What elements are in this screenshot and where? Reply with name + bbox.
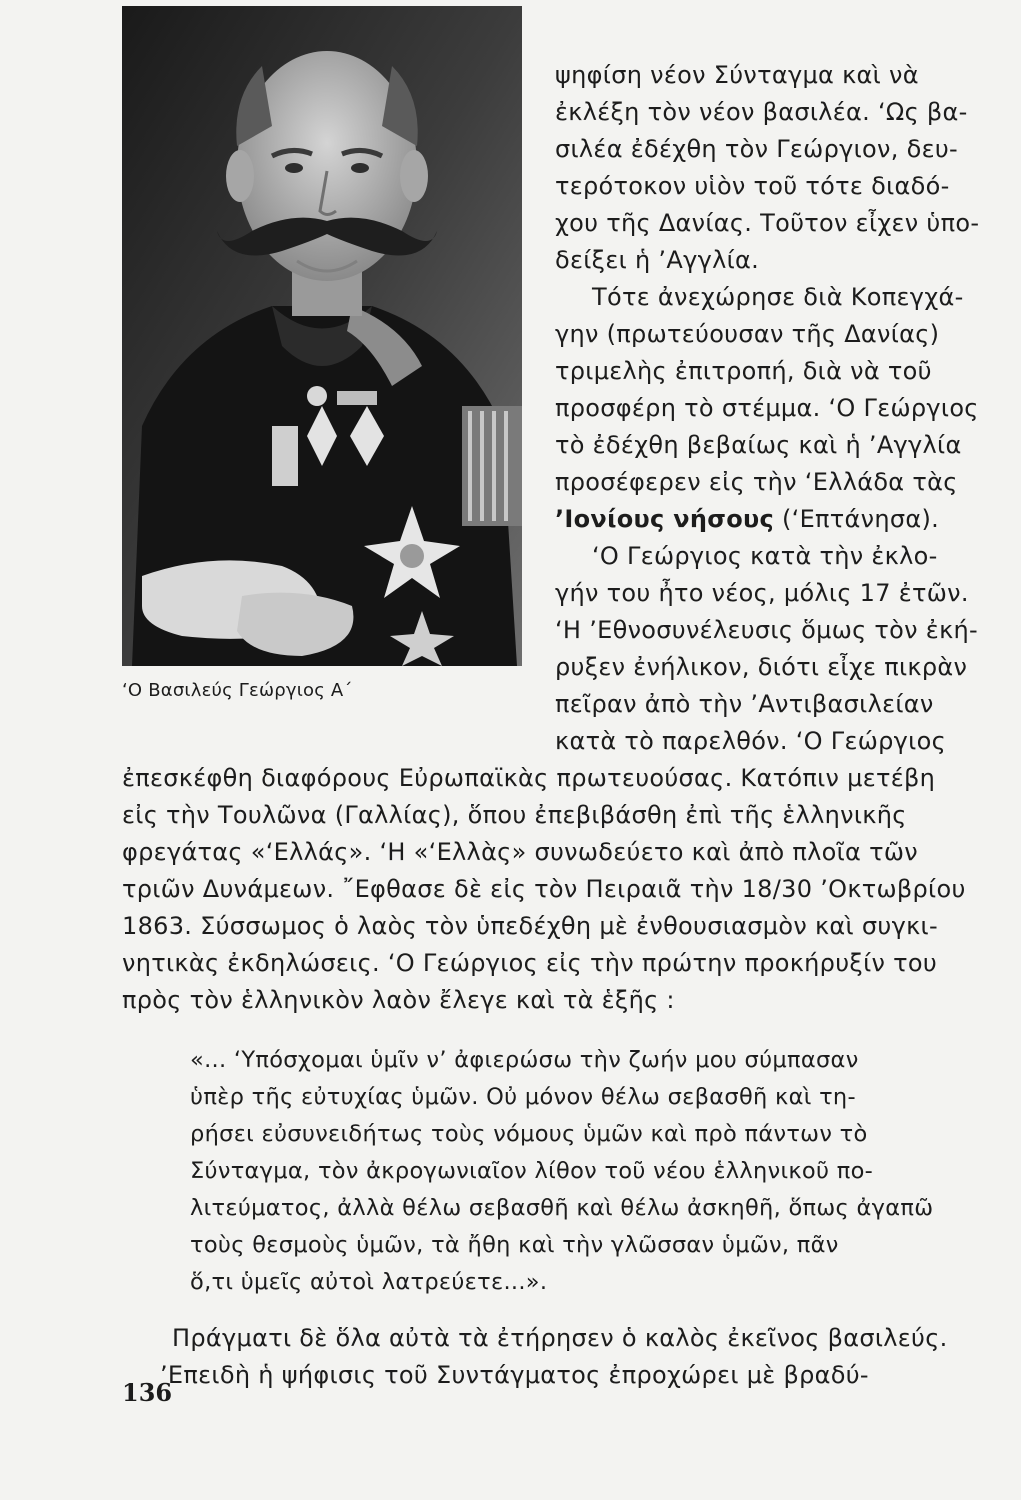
quote-line: λιτεύματος, ἀλλὰ θέλω σεβασθῆ καὶ θέλω ἀσκηθῆ, ὅπως ἀγαπῶ bbox=[190, 1195, 934, 1221]
text-fragment: (‘Επτάνησα). bbox=[774, 505, 940, 533]
text-line: ἐκλέξη τὸν νέον βασιλέα. ‘Ως βα- bbox=[555, 98, 968, 126]
text-line: δείξει ἡ ’Αγγλία. bbox=[555, 246, 760, 274]
text-line: τριμελὴς ἐπιτροπή, διὰ νὰ τοῦ bbox=[555, 357, 932, 385]
text-line: πεῖραν ἀπὸ τὴν ’Αντιβασιλείαν bbox=[555, 690, 934, 718]
text-line: γήν του ἦτο νέος, μόλις 17 ἐτῶν. bbox=[555, 579, 969, 607]
quote-line: ρήσει εὐσυνειδήτως τοὺς νόμους ὑμῶν καὶ πρὸ πάντων τὸ bbox=[190, 1121, 868, 1147]
quote-line: ὑπὲρ τῆς εὐτυχίας ὑμῶν. Οὐ μόνον θέλω σεβασθῆ καὶ τη- bbox=[190, 1084, 856, 1110]
text-line: ψηφίση νέον Σύνταγμα καὶ νὰ bbox=[555, 61, 919, 89]
text-line: νητικὰς ἐκδηλώσεις. ‘Ο Γεώργιος εἰς τὴν πρώτην προκήρυξίν του bbox=[122, 949, 938, 977]
quote-line: Σύνταγμα, τὸν ἀκρογωνιαῖον λίθον τοῦ νέου ἑλληνικοῦ πο- bbox=[190, 1158, 874, 1184]
text-line: ’Επειδὴ ἡ ψήφισις τοῦ Συντάγματος ἐπροχώρει μὲ βραδύ- bbox=[160, 1361, 869, 1389]
portrait-illustration bbox=[122, 6, 522, 666]
text-line: τερότοκον υἱὸν τοῦ τότε διαδό- bbox=[555, 172, 950, 200]
text-line: γην (πρωτεύουσαν τῆς Δανίας) bbox=[555, 320, 940, 348]
text-line: Τότε ἀνεχώρησε διὰ Κοπεγχά- bbox=[592, 283, 964, 311]
text-line: Πράγματι δὲ ὅλα αὐτὰ τὰ ἐτήρησεν ὁ καλὸς ἐκεῖνος βασιλεύς. bbox=[172, 1324, 948, 1352]
quote-line: τοὺς θεσμοὺς ὑμῶν, τὰ ἤθη καὶ τὴν γλῶσσαν ὑμῶν, πᾶν bbox=[190, 1232, 839, 1258]
text-line: ‘Η ’Εθνοσυνέλευσις ὅμως τὸν ἐκή- bbox=[555, 616, 978, 644]
text-line bbox=[555, 504, 939, 534]
text-line: χου τῆς Δανίας. Τοῦτον εἶχεν ὑπο- bbox=[555, 209, 980, 237]
text-line: ρυξεν ἐνήλικον, διότι εἶχε πικρὰν bbox=[555, 653, 968, 681]
photo-caption: ‘Ο Βασιλεύς Γεώργιος Α΄ bbox=[122, 680, 353, 701]
text-line: τριῶν Δυνάμεων. ῎Εφθασε δὲ εἰς τὸν Πειραιᾶ τὴν 18/30 ’Οκτωβρίου bbox=[122, 875, 966, 903]
text-line: εἰς τὴν Τουλῶνα (Γαλλίας), ὅπου ἐπεβιβάσθη ἐπὶ τῆς ἑλληνικῆς bbox=[122, 801, 907, 829]
portrait-photo bbox=[122, 6, 522, 666]
bold-term: ’Ιονίους νήσους bbox=[555, 505, 775, 533]
text-line: πρὸς τὸν ἑλληνικὸν λαὸν ἔλεγε καὶ τὰ ἑξῆς : bbox=[122, 986, 675, 1014]
text-line: κατὰ τὸ παρελθόν. ‘Ο Γεώργιος bbox=[555, 727, 946, 755]
text-line: σιλέα ἐδέχθη τὸν Γεώργιον, δευ- bbox=[555, 135, 958, 163]
text-line: προσέφερεν εἰς τὴν ‘Ελλάδα τὰς bbox=[555, 468, 958, 496]
quote-line: ὅ,τι ὑμεῖς αὐτοὶ λατρεύετε...». bbox=[190, 1269, 548, 1295]
text-line: προσφέρη τὸ στέμμα. ‘Ο Γεώργιος bbox=[555, 394, 979, 422]
text-line: φρεγάτας «‘Ελλάς». ‘Η «‘Ελλὰς» συνωδεύετο καὶ ἀπὸ πλοῖα τῶν bbox=[122, 838, 918, 866]
quote-line: «... ‘Υπόσχομαι ὑμῖν ν’ ἀφιερώσω τὴν ζωήν μου σύμπασαν bbox=[190, 1047, 859, 1073]
text-line: τὸ ἐδέχθη βεβαίως καὶ ἡ ’Αγγλία bbox=[555, 431, 962, 459]
page-number: 136 bbox=[122, 1378, 173, 1407]
text-line: 1863. Σύσσωμος ὁ λαὸς τὸν ὑπεδέχθη μὲ ἐνθουσιασμὸν καὶ συγκι- bbox=[122, 912, 938, 940]
text-line: ἐπεσκέφθη διαφόρους Εὐρωπαϊκὰς πρωτευούσας. Κατόπιν μετέβη bbox=[122, 764, 936, 792]
text-line: ‘Ο Γεώργιος κατὰ τὴν ἐκλο- bbox=[592, 542, 938, 570]
